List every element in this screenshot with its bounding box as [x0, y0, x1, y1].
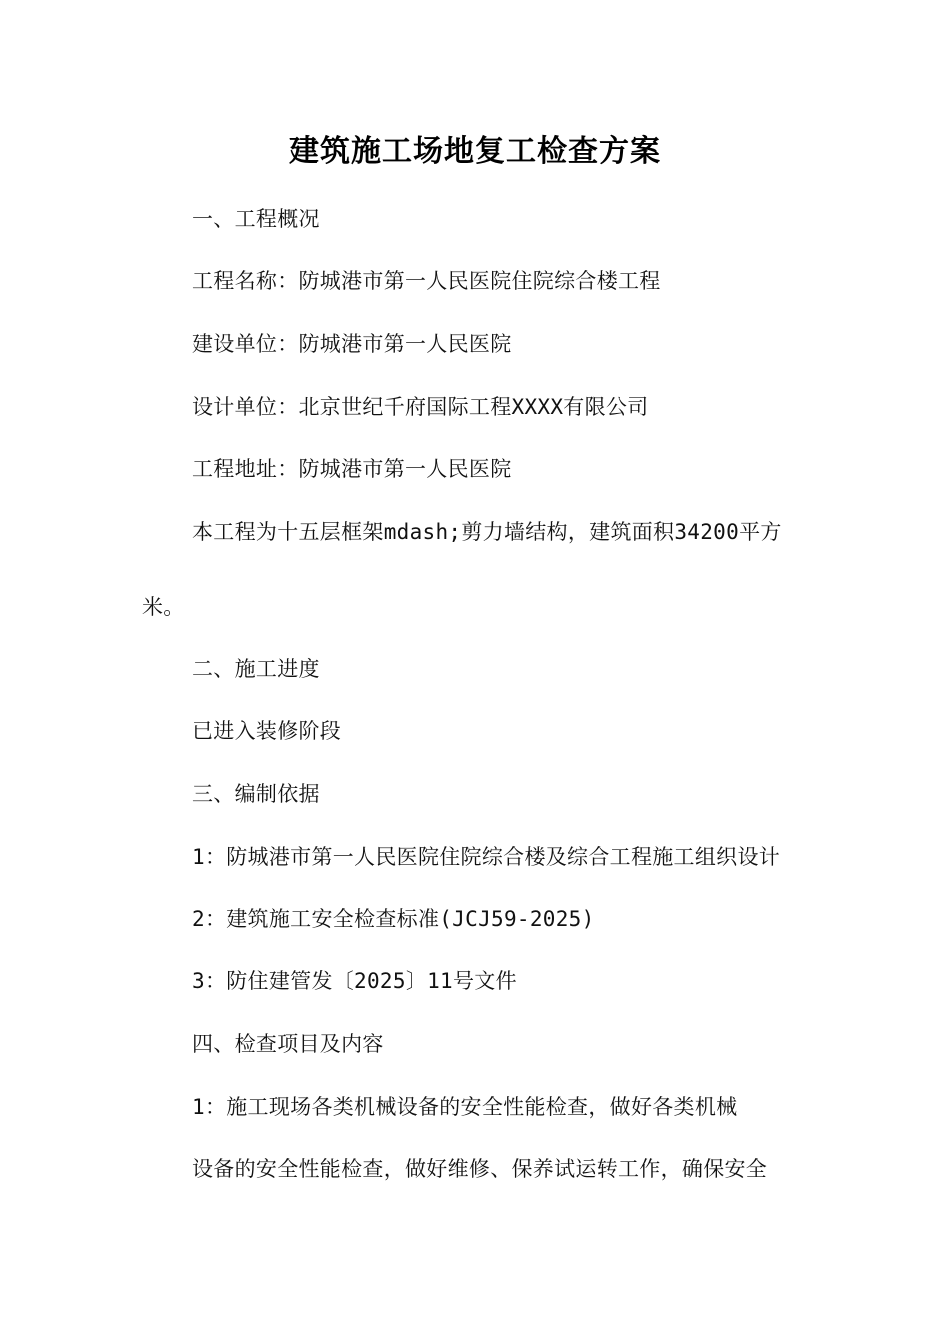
section-heading-basis: 三、编制依据 [192, 782, 320, 806]
basis-item-3: 3：防住建管发〔2025〕11号文件 [192, 969, 517, 993]
basis-item-1: 1：防城港市第一人民医院住院综合楼及综合工程施工组织设计 [192, 845, 781, 869]
section-heading-progress: 二、施工进度 [192, 657, 320, 681]
design-unit-line: 设计单位：北京世纪千府国际工程XXXX有限公司 [192, 395, 649, 419]
structure-description-line: 本工程为十五层框架mdash;剪力墙结构，建筑面积34200平方 [192, 520, 782, 544]
project-address-line: 工程地址：防城港市第一人民医院 [192, 457, 512, 481]
section-heading-inspection: 四、检查项目及内容 [192, 1032, 384, 1056]
inspection-item-1-continuation: 设备的安全性能检查，做好维修、保养试运转工作，确保安全 [192, 1157, 768, 1181]
inspection-item-1: 1：施工现场各类机械设备的安全性能检查，做好各类机械 [192, 1095, 738, 1119]
progress-status-line: 已进入装修阶段 [192, 719, 342, 743]
document-title: 建筑施工场地复工检查方案 [289, 134, 661, 169]
structure-description-continuation: 米。 [142, 595, 185, 619]
section-heading-overview: 一、工程概况 [192, 207, 320, 231]
basis-item-2: 2：建筑施工安全检查标准(JCJ59-2025) [192, 907, 595, 931]
project-name-line: 工程名称：防城港市第一人民医院住院综合楼工程 [192, 269, 661, 293]
construction-unit-line: 建设单位：防城港市第一人民医院 [192, 332, 512, 356]
